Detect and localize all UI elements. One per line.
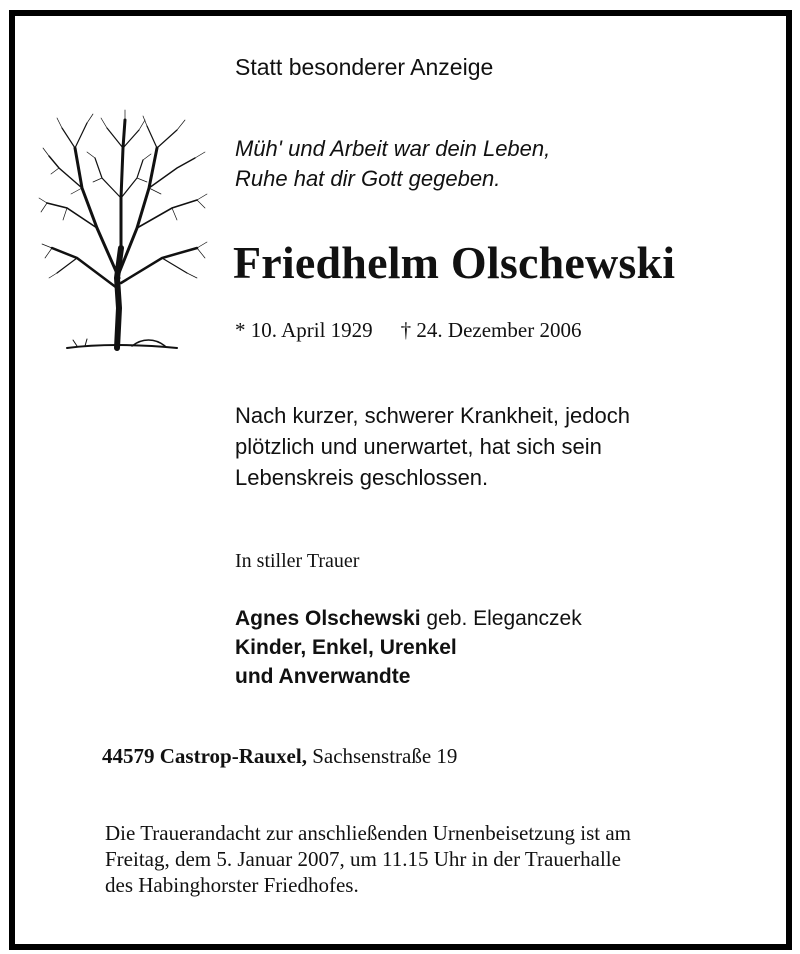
death-date: † 24. Dezember 2006 <box>400 318 582 342</box>
deceased-name: Friedhelm Olschewski <box>233 237 676 288</box>
ceremony-line-3: des Habinghorster Friedhofes. <box>105 873 359 897</box>
ceremony-line-1: Die Trauerandacht zur anschließenden Urnenbeisetzung ist am <box>105 821 631 845</box>
message-line-2: plötzlich und unerwartet, hat sich sein <box>235 434 602 459</box>
address <box>102 744 457 769</box>
mourner-relatives <box>235 662 582 691</box>
obituary-frame <box>9 10 792 950</box>
ceremony-info <box>105 820 631 898</box>
message-line-3: Lebenskreis geschlossen. <box>235 465 489 490</box>
address-city: 44579 Castrop-Rauxel, <box>102 744 307 768</box>
verse-line-1: Müh' und Arbeit war dein Leben, <box>235 136 551 161</box>
obituary-message <box>235 400 630 493</box>
mourners-list <box>235 604 582 691</box>
message-line-1: Nach kurzer, schwerer Krankheit, jedoch <box>235 403 630 428</box>
address-street: Sachsenstraße 19 <box>306 744 458 768</box>
relatives-line: und Anverwandte <box>235 665 411 688</box>
mourning-label: In stiller Trauer <box>235 550 360 572</box>
verse <box>235 134 550 194</box>
life-dates <box>235 318 581 343</box>
verse-line-2: Ruhe hat dir Gott gegeben. <box>235 166 501 191</box>
spouse-maiden-name: geb. Eleganczek <box>420 607 582 630</box>
family-line: Kinder, Enkel, Urenkel <box>235 636 457 659</box>
mourner-spouse <box>235 604 582 633</box>
mourner-family <box>235 633 582 662</box>
bare-tree-icon <box>37 108 213 354</box>
heading: Statt besonderer Anzeige <box>235 54 494 80</box>
spouse-name: Agnes Olschewski <box>235 607 421 630</box>
birth-date: * 10. April 1929 <box>235 318 373 342</box>
ceremony-line-2: Freitag, dem 5. Januar 2007, um 11.15 Uhr in der Trauerhalle <box>105 847 621 871</box>
